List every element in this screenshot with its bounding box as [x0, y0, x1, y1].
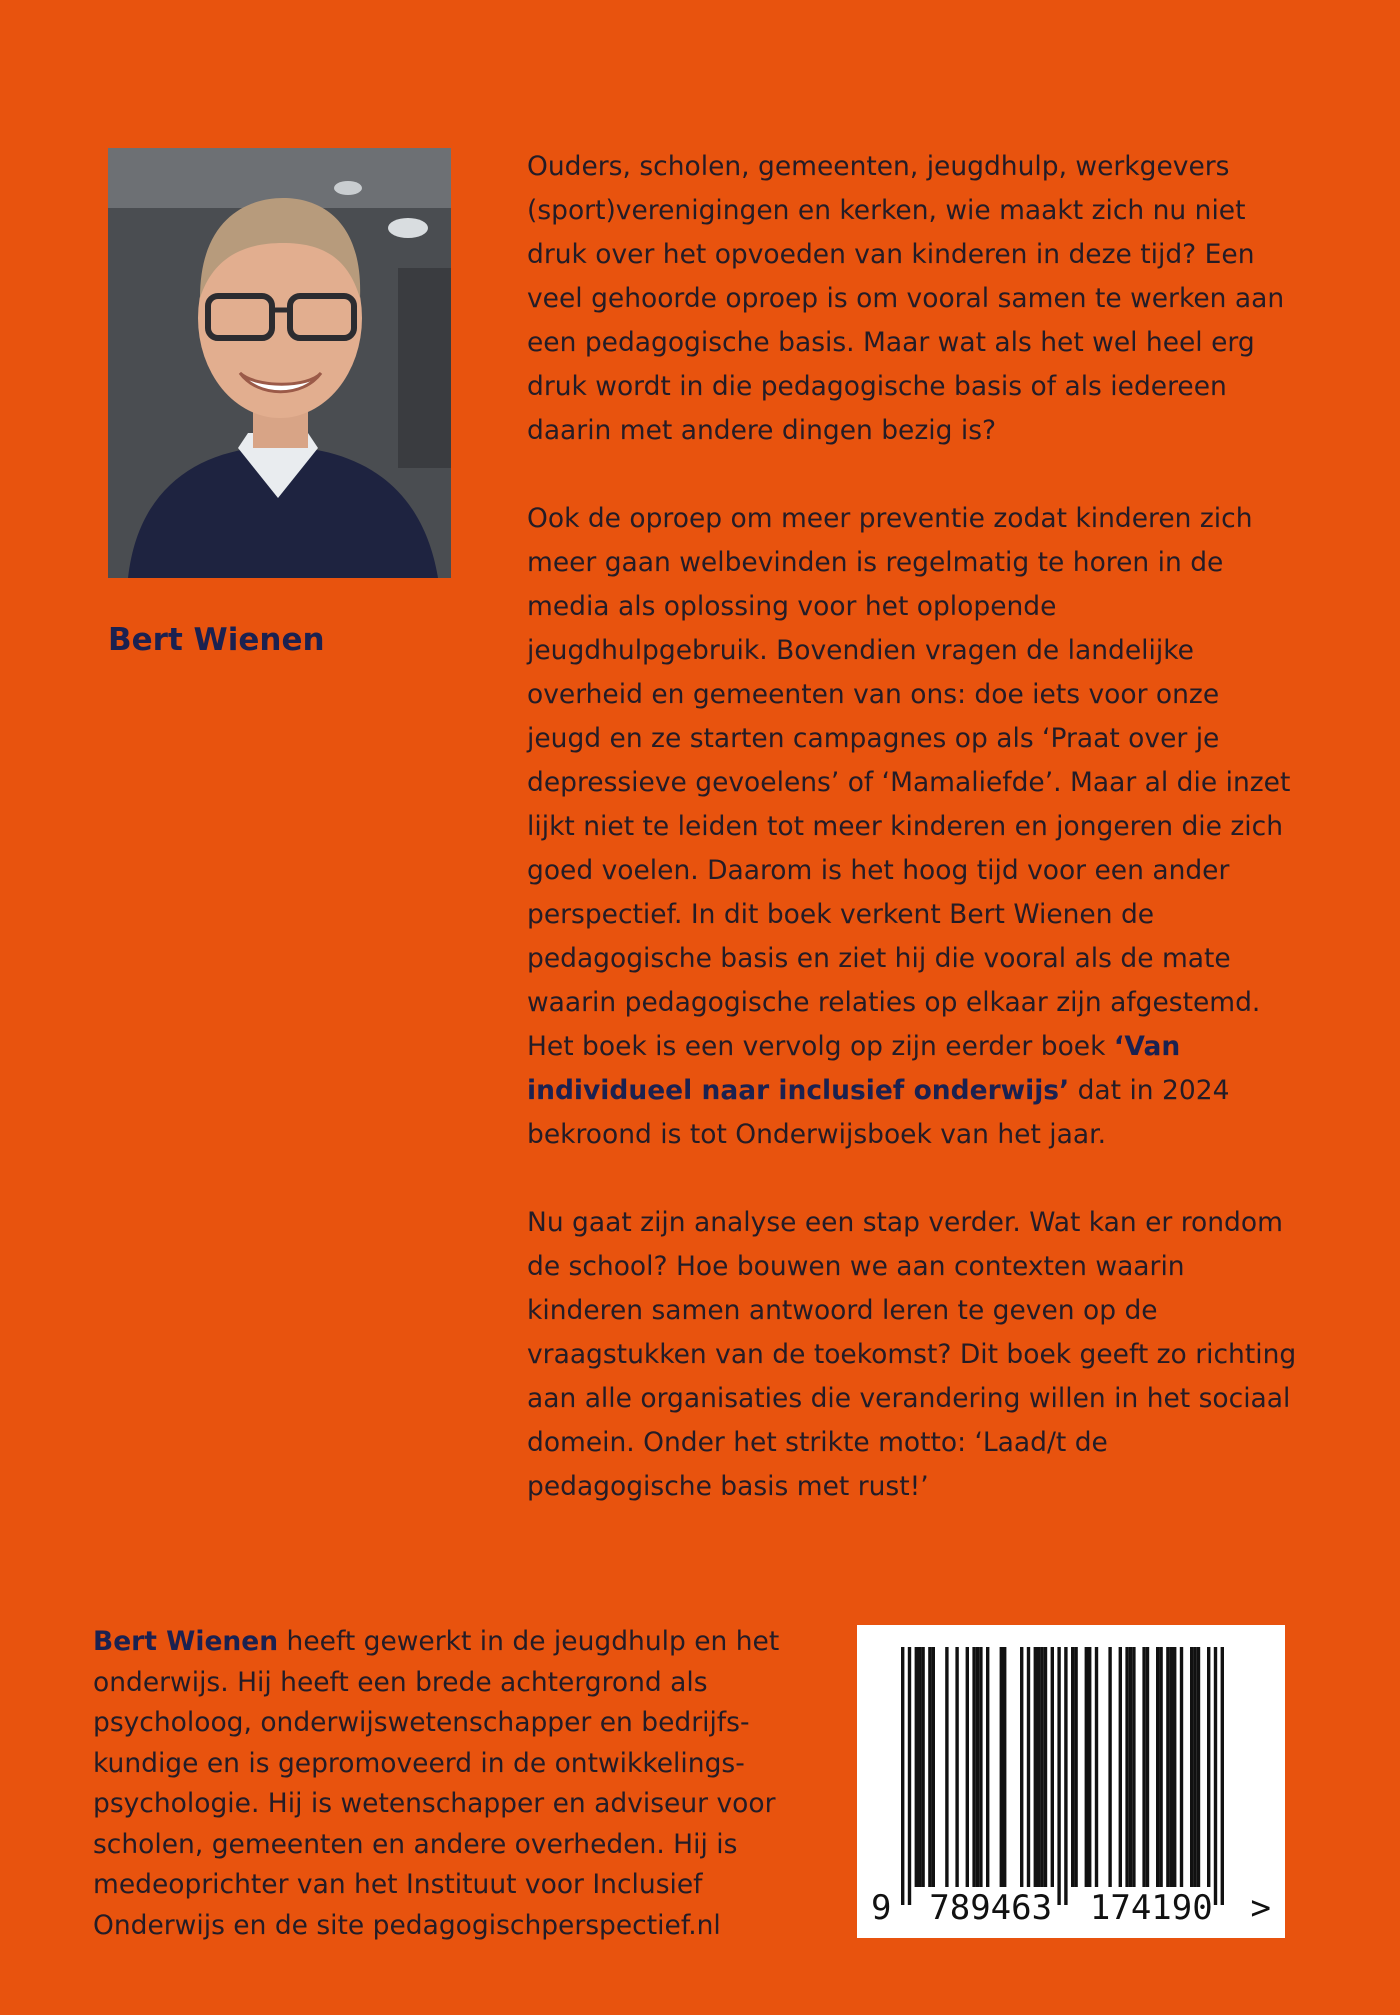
previous-book-title: ‘Van individueel naar inclusief onderwijs’ [527, 1031, 1181, 1106]
barcode-bar [966, 1647, 969, 1887]
barcode-bar [1146, 1647, 1149, 1887]
barcode-bar [1095, 1647, 1098, 1887]
author-bio [93, 1622, 813, 1946]
barcode-bar [1064, 1647, 1067, 1905]
barcode-bar [1180, 1647, 1183, 1887]
barcode-bar [1074, 1647, 1077, 1887]
back-cover-blurb [527, 145, 1297, 1553]
barcode-bar [1156, 1647, 1159, 1887]
barcode-digit-group: 9 [871, 1888, 892, 1928]
barcode-bar [972, 1647, 975, 1887]
barcode-bar [955, 1647, 958, 1887]
author-photo [108, 148, 451, 578]
barcode-bar [918, 1647, 921, 1887]
barcode-bar [1044, 1647, 1047, 1887]
barcode-bar [1119, 1647, 1122, 1887]
barcode-bar [1034, 1647, 1037, 1887]
barcode-bar [1020, 1647, 1023, 1887]
barcode-bar [915, 1647, 918, 1887]
barcode-bar [1170, 1647, 1173, 1887]
barcode-bar [932, 1647, 935, 1887]
barcode-bar [1085, 1647, 1088, 1887]
barcode-bar [1027, 1647, 1030, 1887]
barcode-bar [1108, 1647, 1111, 1887]
barcode-bar [908, 1647, 911, 1905]
barcode-bar [1207, 1647, 1210, 1887]
barcode-bar [1166, 1647, 1169, 1887]
barcode-bar [1129, 1647, 1132, 1887]
barcode-bar [1221, 1647, 1224, 1905]
barcode-bar [901, 1647, 904, 1905]
barcode-digit-group: 174190 [1089, 1888, 1213, 1928]
barcode-bar [1132, 1647, 1135, 1887]
barcode-bar [1173, 1647, 1176, 1887]
isbn-barcode [857, 1625, 1285, 1938]
barcode-bar [1088, 1647, 1091, 1887]
barcode-bar [1159, 1647, 1162, 1887]
barcode-bar [1197, 1647, 1200, 1887]
barcode-quiet-zone-mark: > [1250, 1888, 1271, 1928]
bio-author-name: Bert Wienen [93, 1626, 279, 1657]
blurb-p2-text-end: dat in 2024 bekroond is tot Onderwijsboek van het jaar. [527, 1075, 1230, 1150]
barcode-bar [1190, 1647, 1193, 1887]
barcode-bar [1125, 1647, 1128, 1887]
barcode-bar [979, 1647, 982, 1887]
barcode-bar [1214, 1647, 1217, 1905]
barcode-bar [1003, 1647, 1006, 1887]
blurb-p2-text: Ook de oproep om meer preventie zodat kinderen zich meer gaan welbevinden is regelmatig te horen in de media als oplossing voor het oplopende jeugdhulpgebruik. Bovendien vragen de landelijke overheid en gemeenten van ons: doe iets voor onze jeugd en ze starten campagnes op als ‘Praat over je depressieve gevoelens’ of ‘Mamaliefde’. Maar al die inzet lijkt niet te leiden tot meer kinderen en jongeren die zich goed voelen. Daarom is het hoog tijd voor een ander perspectief. In dit boek verkent Bert Wienen de pedagogische basis en ziet hij die vooral als de mate waarin pedagogische relaties op elkaar zijn afgestemd. Het boek is een vervolg op zijn eerder boek [527, 503, 1291, 1062]
bio-text: heeft gewerkt in de jeugdhulp en het onderwijs. Hij heeft een brede achtergrond als psycholoog, onderwijswetenschapper en bedrijfskundige en is gepromoveerd in de ontwikkelingspsychologie. Hij is wetenschapper en adviseur voor scholen, gemeenten en andere overheden. Hij is medeoprichter van het Instituut voor Inclusief Onderwijs en de site pedagogischperspectief.nl [93, 1626, 780, 1941]
barcode-bar [945, 1647, 948, 1887]
blurb-paragraph-1: Ouders, scholen, gemeenten, jeugdhulp, werkgevers (sport)verenigingen en kerken, wie maakt zich nu niet druk over het opvoeden van kinderen in deze tijd? Een veel gehoorde oproep is om vooral samen te werken aan een pedagogische basis. Maar wat als het wel heel erg druk wordt in die pedagogische basis of als iedereen daarin met andere dingen bezig is? [527, 151, 1285, 446]
barcode-digits [871, 1888, 1271, 1928]
blurb-paragraph-3: Nu gaat zijn analyse een stap verder. Wat kan er rondom de school? Hoe bouwen we aan contexten waarin kinderen samen antwoord leren te geven op de vraagstukken van de toekomst? Dit boek geeft zo richting aan alle organisaties die verandering willen in het sociaal domein. Onder het strikte motto: ‘Laad/t de pedagogische basis met rust!’ [527, 1207, 1297, 1502]
barcode-bar [1037, 1647, 1040, 1887]
barcode-bar [921, 1647, 924, 1887]
barcode-bar [1142, 1647, 1145, 1887]
barcode-bar [1040, 1647, 1043, 1887]
barcode-bar [1193, 1647, 1196, 1887]
barcode-bar [928, 1647, 931, 1887]
portrait-photo-icon [108, 148, 451, 578]
barcode-bar [1057, 1647, 1060, 1905]
barcode-bar [986, 1647, 989, 1887]
blurb-paragraph-2 [527, 497, 1297, 1157]
barcode-digit-group: 789463 [929, 1888, 1053, 1928]
barcode-bar [1071, 1647, 1074, 1887]
barcode-bar [976, 1647, 979, 1887]
barcode-bar [1051, 1647, 1054, 1887]
barcode-bar [1000, 1647, 1003, 1887]
author-name: Bert Wienen [108, 622, 325, 658]
